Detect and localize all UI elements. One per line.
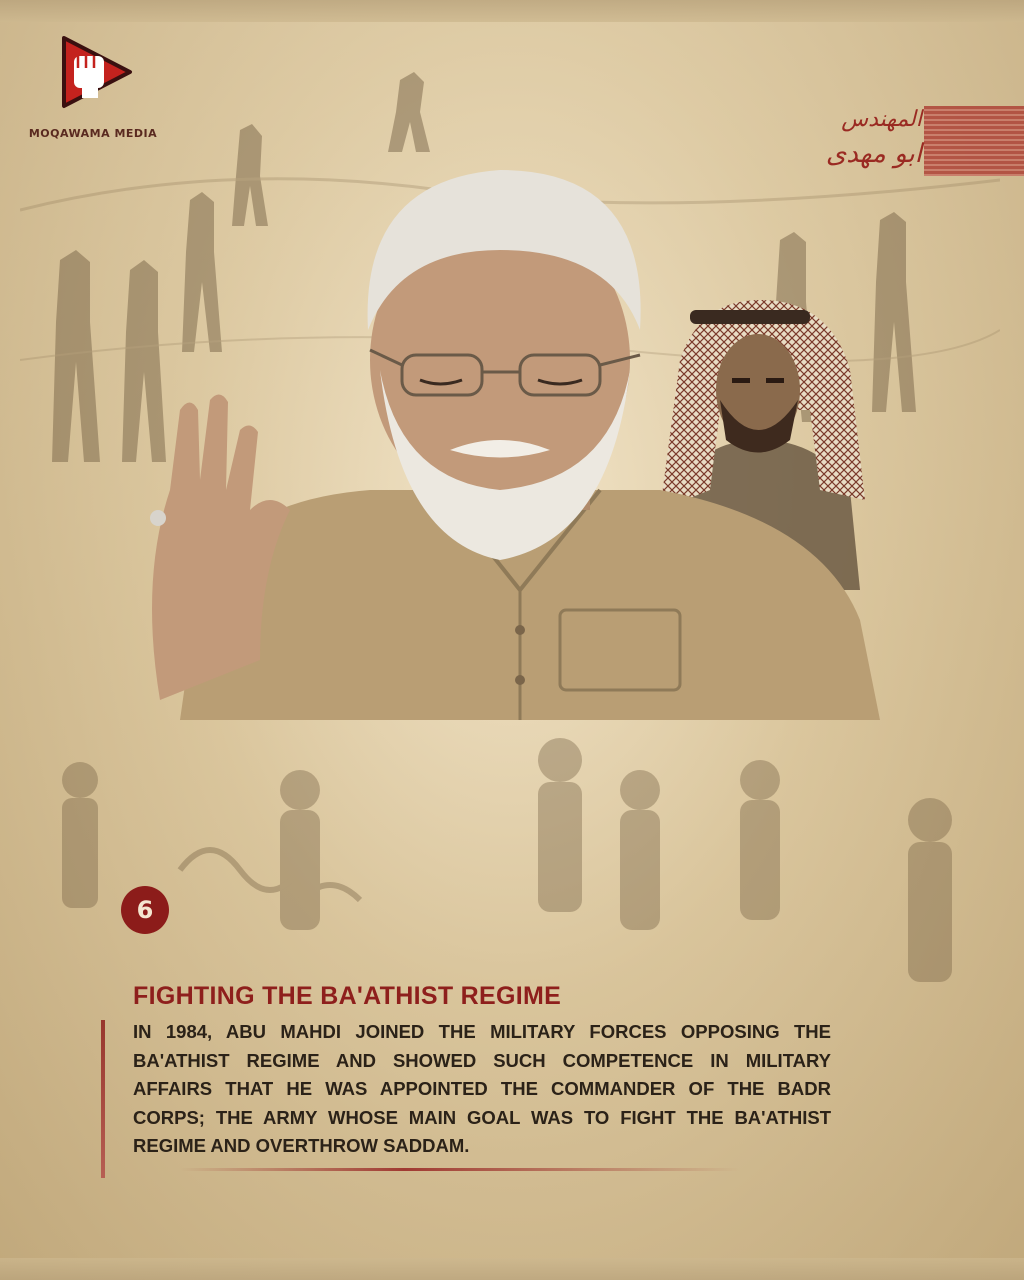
signature-line-1: المهندس [841,107,922,132]
accent-vertical-line [101,1020,105,1178]
section-title: FIGHTING THE BA'ATHIST REGIME [133,982,562,1010]
logo-text: MOQAWAMA MEDIA [28,127,158,140]
accent-underline [180,1168,740,1171]
arabic-signature [812,104,922,186]
red-stripe-decoration [924,106,1024,176]
number-badge: 6 [121,886,169,934]
bottom-border [0,1258,1024,1280]
top-border [0,0,1024,22]
moqawama-media-logo [28,32,158,147]
fist-play-icon [56,32,136,112]
signature-line-2: ابو مهدى [825,139,922,169]
body-paragraph: IN 1984, ABU MAHDI JOINED THE MILITARY FORCES OPPOSING THE BA'ATHIST REGIME AND SHOWED SUCH COMPETENCE IN MILITARY AFFAIRS THAT HE WAS APPOINTED THE COMMANDER OF THE BADR CORPS; THE ARMY WHOSE MAIN GOAL WAS TO FIGHT THE BA'ATHIST REGIME AND OVERTHROW SADDAM. [133,1021,831,1156]
main-portrait-image [140,160,900,720]
